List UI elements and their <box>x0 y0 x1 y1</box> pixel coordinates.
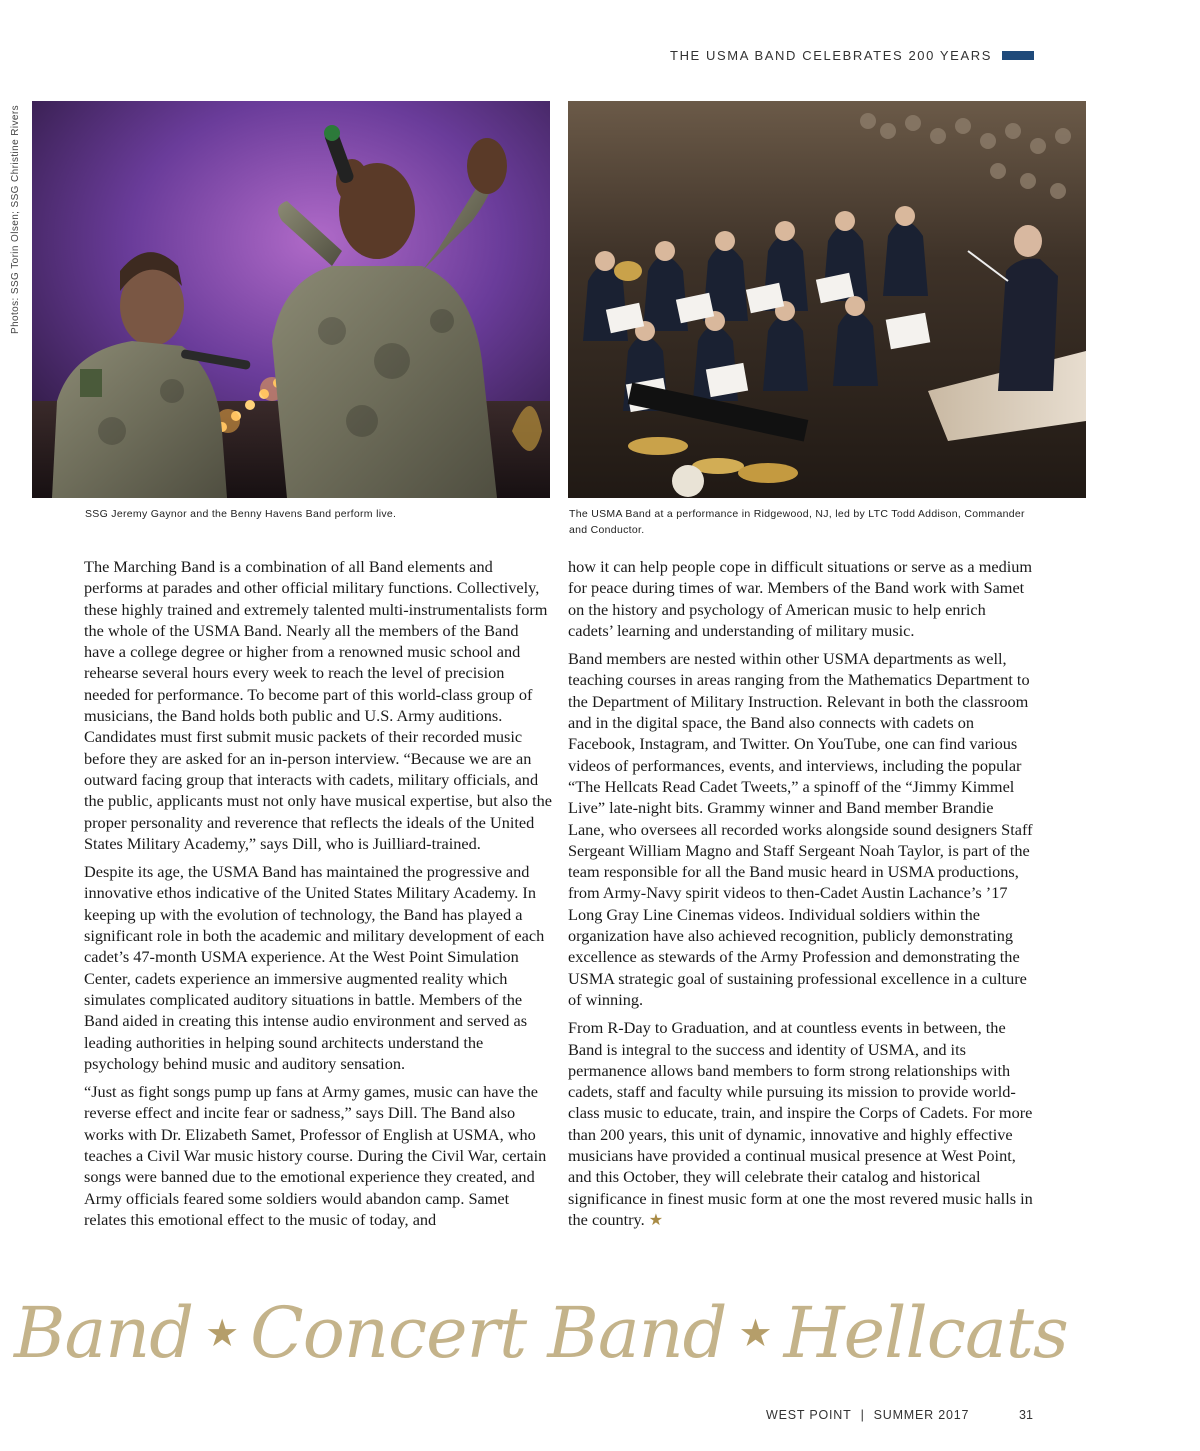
footer-issue: SUMMER 2017 <box>873 1408 970 1422</box>
photo-caption-right: The USMA Band at a performance in Ridgewood, NJ, led by LTC Todd Addison, Commander and Conductor. <box>569 508 1025 536</box>
decorative-banner <box>14 1288 1194 1378</box>
photo-concert-band <box>568 101 1086 498</box>
running-header <box>670 48 1034 63</box>
banner-word: Hellcats <box>783 1292 1068 1374</box>
banner-star-icon: ★ <box>205 1311 239 1355</box>
footer-publication: WEST POINT <box>766 1408 852 1422</box>
paragraph: Despite its age, the USMA Band has maintained the progressive and innovative ethos indicative of the United States Military Academy. In keeping up with the evolution of technology, the Band has played a significant role in both the academic and military development of each cadet’s 47-month USMA experience. At the West Point Simulation Center, cadets experience an immersive augmented reality which simulates complicated auditory situations in battle. Members of the Band aided in creating this intense audio environment and served as leading authorities in helping sound architects understand the psychology behind music and auditory sensation. <box>84 862 545 1073</box>
paragraph: how it can help people cope in difficult situations or serve as a medium for peace during times of war. Members of the Band work with Samet on the history and psychology of American music to help enrich cadets’ learning and understanding of military music. <box>568 557 1033 640</box>
paragraph: The Marching Band is a combination of all Band elements and performs at parades and other official military functions. Collectively, these highly trained and extremely talented multi-instrumentalists form the whole of the USMA Band. Nearly all the members of the Band have a college degree or higher from a renowned music school and rehearse several hours every week to reach the level of precision needed for performance. To become part of this world-class group of musicians, the Band holds both public and U.S. Army auditions. Candidates must first submit music packets of their recorded music before they are asked for an in-person interview. “Because we are an outward facing group that interacts with cadets, military officials, and the public, applicants must not only have musical expertise, but also the proper personality and reverence that reflects the ideals of the United States Military Academy,” says Dill, who is Juilliard-trained. <box>84 557 552 853</box>
footer-separator: | <box>860 1408 865 1422</box>
paragraph-final <box>568 1017 1034 1231</box>
banner-word: Band <box>14 1292 194 1374</box>
paragraph-final-text: From R-Day to Graduation, and at countless events in between, the Band is integral to the success and identity of USMA, and its permanence allows band members to form strong relationships with cadets, staff and faculty while pursuing its mission to provide world-class music to educate, train, and inspire the Corps of Cadets. For more than 200 years, this unit of dynamic, innovative and highly effective musicians have provided a continual musical presence at West Point, and this October, they will celebrate their catalog and historical significance in finest music form at one the most revered music halls in the country. <box>568 1018 1033 1229</box>
photo-credit: Photos: SSG Torin Olsen; SSG Christine Rivers <box>10 104 21 334</box>
paragraph: “Just as fight songs pump up fans at Army games, music can have the reverse effect and incite fear or sadness,” says Dill. The Band also works with Dr. Elizabeth Samet, Professor of English at USMA, who teaches a Civil War music history course. During the Civil War, certain songs were banned due to the emotional experience they created, and Army officials feared some soldiers would abandon camp. Samet relates this emotional effect to the music of today, and <box>84 1082 547 1229</box>
photo-caption-left: SSG Jeremy Gaynor and the Benny Havens Band perform live. <box>85 508 397 520</box>
header-accent-bar <box>1002 51 1034 60</box>
concert-band-image <box>568 101 1086 498</box>
banner-word: Concert Band <box>250 1292 727 1374</box>
page-footer <box>766 1408 969 1422</box>
end-star-icon: ★ <box>648 1211 664 1229</box>
article-column-right <box>568 556 1034 1238</box>
paragraph: Band members are nested within other USMA departments as well, teaching courses in areas ranging from the Mathematics Department to the Department of Military Instruction. Relevant in both the classroom and in the digital space, the Band also connects with cadets on Facebook, Instagram, and Twitter. On YouTube, one can find various videos of performances, events, and interviews, including the popular “The Hellcats Read Cadet Tweets,” a spinoff of the “Jimmy Kimmel Live” late-night bits. Grammy winner and Band member Brandie Lane, who oversees all recorded works alongside sound designers Staff Sergeant William Magno and Staff Sergeant Noah Taylor, is part of the team responsible for all the Band music heard in USMA productions, from Army-Navy spirit videos to then-Cadet Austin Lachance’s ’17 Long Gray Line Cinemas videos. Individual soldiers within the organization have also achieved recognition, publicly demonstrating excellence as stewards of the Army Profession and demonstrating the USMA strategic goal of sustaining professional excellence in a culture of winning. <box>568 649 1033 1009</box>
photo-singers <box>32 101 550 498</box>
article-column-left <box>84 556 552 1237</box>
singers-image <box>32 101 550 498</box>
page-number: 31 <box>1019 1408 1033 1422</box>
banner-star-icon: ★ <box>738 1311 772 1355</box>
running-title: THE USMA BAND CELEBRATES 200 YEARS <box>670 48 992 63</box>
